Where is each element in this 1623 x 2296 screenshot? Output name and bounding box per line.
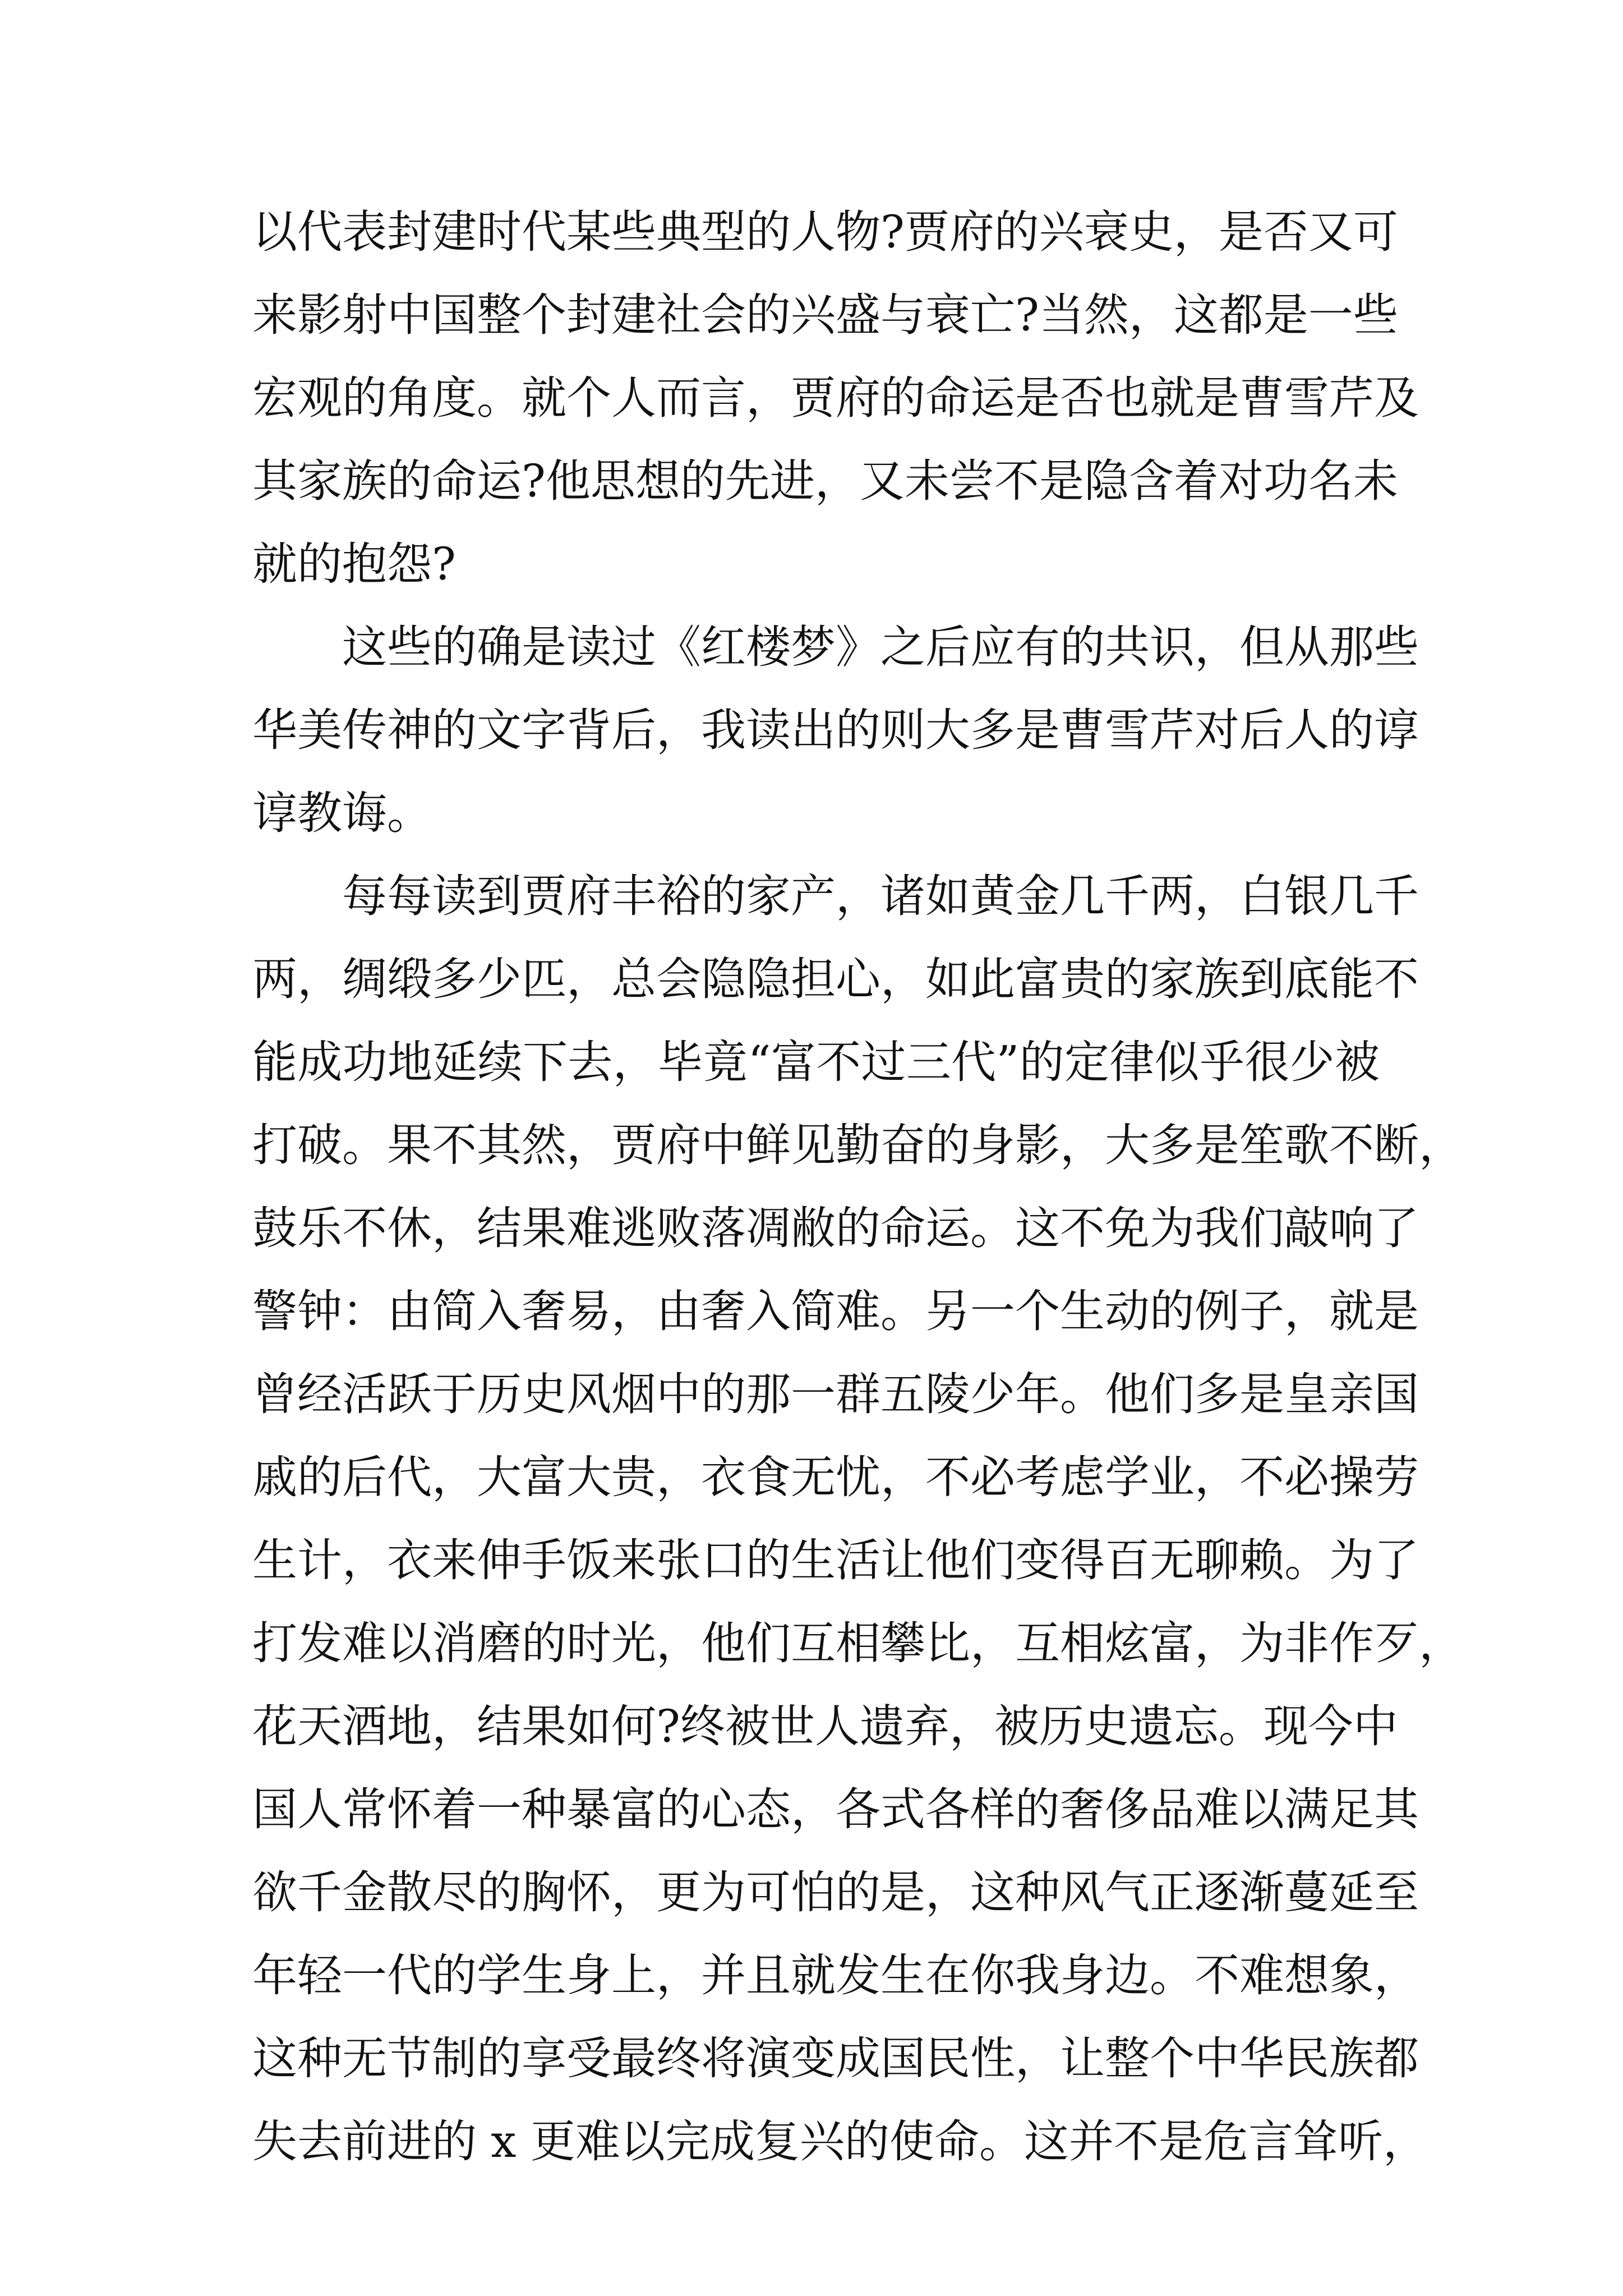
- text-line: 这些的确是读过《红楼梦》之后应有的共识，但从那些: [342, 621, 1419, 673]
- text-line: 以代表封建时代某些典型的人物?贾府的兴衰史，是否又可: [252, 206, 1398, 258]
- text-line: 每每读到贾府丰裕的家产，诸如黄金几千两，白银几千: [342, 870, 1419, 922]
- text-line: 警钟：由简入奢易，由奢入简难。另一个生动的例子，就是: [252, 1285, 1419, 1337]
- text-line: 失去前进的 x 更难以完成复兴的使命。这并不是危言耸听，: [252, 2115, 1428, 2168]
- text-line: 国人常怀着一种暴富的心态，各式各样的奢侈品难以满足其: [252, 1783, 1419, 1835]
- text-line: 花天酒地，结果如何?终被世人遗弃，被历史遗忘。现今中: [252, 1700, 1398, 1752]
- text-line: 谆教诲。: [252, 787, 432, 839]
- text-line: 这种无节制的享受最终将演变成国民性，让整个中华民族都: [252, 2032, 1419, 2085]
- text-line: 能成功地延续下去，毕竟“富不过三代”的定律似乎很少被: [252, 1036, 1380, 1088]
- text-line: 两，绸缎多少匹，总会隐隐担心，如此富贵的家族到底能不: [252, 953, 1419, 1005]
- text-line: 生计，衣来伸手饭来张口的生活让他们变得百无聊赖。为了: [252, 1534, 1419, 1586]
- text-line: 戚的后代，大富大贵，衣食无忧，不必考虑学业，不必操劳: [252, 1451, 1419, 1503]
- text-line: 欲千金散尽的胸怀，更为可怕的是，这种风气正逐渐蔓延至: [252, 1866, 1419, 1918]
- text-line: 年轻一代的学生身上，并且就发生在你我身边。不难想象，: [252, 1949, 1419, 2001]
- body-text: [252, 191, 1464, 2183]
- text-line: 打破。果不其然，贾府中鲜见勤奋的身影，大多是笙歌不断，: [252, 1119, 1464, 1171]
- text-line: 其家族的命运?他思想的先进，又未尝不是隐含着对功名未: [252, 455, 1398, 507]
- text-line: 鼓乐不休，结果难逃败落凋敝的命运。这不免为我们敲响了: [252, 1202, 1419, 1254]
- text-line: 曾经活跃于历史风烟中的那一群五陵少年。他们多是皇亲国: [252, 1368, 1419, 1420]
- text-line: 就的抱怨?: [252, 538, 456, 590]
- text-line: 来影射中国整个封建社会的兴盛与衰亡?当然，这都是一些: [252, 289, 1398, 341]
- text-line: 打发难以消磨的时光，他们互相攀比，互相炫富，为非作歹，: [252, 1617, 1464, 1669]
- text-line: 华美传神的文字背后，我读出的则大多是曹雪芹对后人的谆: [252, 704, 1419, 756]
- text-line: 宏观的角度。就个人而言，贾府的命运是否也就是曹雪芹及: [252, 372, 1419, 424]
